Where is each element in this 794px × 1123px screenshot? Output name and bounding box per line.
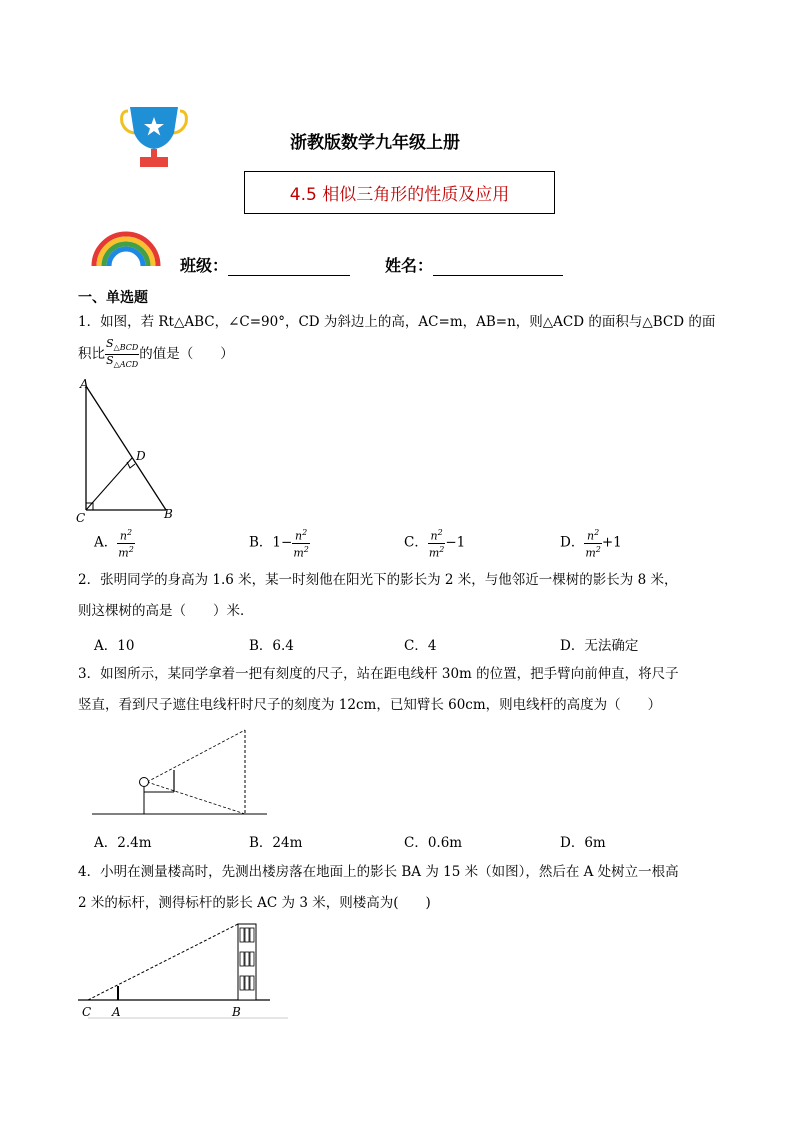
label-c: C (76, 511, 86, 524)
label-d: D (136, 449, 146, 463)
question-4-line-1: 4．小明在测量楼高时，先测出楼房落在地面上的影长 BA 为 15 米（如图），然后在 A 处树立一根高 (78, 864, 679, 880)
q1-triangle-figure (72, 378, 182, 528)
label-b: B (232, 1005, 241, 1019)
label-c: C (82, 1005, 92, 1019)
class-label: 班级： (180, 256, 229, 275)
lesson-subtitle: 4.5 相似三角形的性质及应用 (244, 171, 555, 214)
question-1-line-1: 1．如图，若 Rt△ABC，∠C=90°，CD 为斜边上的高，AC=m，AB=n，则△ACD 的面积与△BCD 的面 (78, 314, 716, 330)
q1-option-d[interactable]: D． $\frac{n^2}{m^2}$ +1 (560, 528, 622, 560)
page-title: 浙教版数学九年级上册 (290, 133, 460, 153)
name-field (385, 253, 563, 276)
trophy-icon (118, 103, 190, 173)
q3-option-c[interactable]: C．0.6m (404, 835, 463, 851)
section-title: 一、单选题 (78, 290, 148, 306)
label-a: A (80, 378, 89, 391)
area-ratio-fraction: $\frac{S_{\triangle BCD}}{S_{\triangle ACD}}$ (106, 337, 139, 370)
q3-option-b[interactable]: B．24m (249, 835, 303, 851)
q1-option-a[interactable]: A． $\frac{n^2}{m^2}$ (94, 528, 134, 560)
q2-option-d[interactable]: D．无法确定 (560, 638, 639, 654)
class-field (180, 253, 350, 276)
question-4-line-2: 2 米的标杆，测得标杆的影长 AC 为 3 米，则楼高为( ) (78, 895, 431, 911)
q3-option-d[interactable]: D．6m (560, 835, 606, 851)
question-2-line-2: 则这棵树的高是（ ）米． (78, 603, 254, 619)
question-2-line-1: 2．张明同学的身高为 1.6 米，某一时刻他在阳光下的影长为 2 米，与他邻近一棵树的影长为 8 米， (78, 572, 678, 588)
q3-pole-figure (92, 726, 272, 826)
name-label: 姓名： (385, 256, 434, 275)
question-3-line-1: 3．如图所示，某同学拿着一把有刻度的尺子，站在距电线杆 30m 的位置，把手臂向前伸直，将尺子 (78, 666, 679, 682)
rainbow-icon (90, 228, 162, 272)
label-b: B (164, 507, 173, 521)
q3-option-a[interactable]: A．2.4m (94, 835, 152, 851)
q1-text-post: 的值是（ ） (139, 346, 234, 363)
name-blank[interactable] (433, 261, 563, 276)
q2-option-b[interactable]: B．6.4 (249, 638, 294, 654)
label-a: A (112, 1005, 121, 1019)
question-1-line-2 (78, 338, 728, 371)
q1-option-c[interactable]: C． $\frac{n^2}{m^2}$ −1 (404, 528, 466, 560)
q2-option-c[interactable]: C．4 (404, 638, 437, 654)
q4-building-figure (74, 918, 294, 1026)
q1-text-pre: 积比 (78, 346, 105, 363)
q1-option-b[interactable]: B．1− $\frac{n^2}{m^2}$ (249, 528, 309, 560)
q2-option-a[interactable]: A．10 (94, 638, 135, 654)
question-3-line-2: 竖直，看到尺子遮住电线杆时尺子的刻度为 12cm，已知臂长 60cm，则电线杆的高度为（ ） (78, 697, 662, 713)
class-blank[interactable] (228, 261, 350, 276)
